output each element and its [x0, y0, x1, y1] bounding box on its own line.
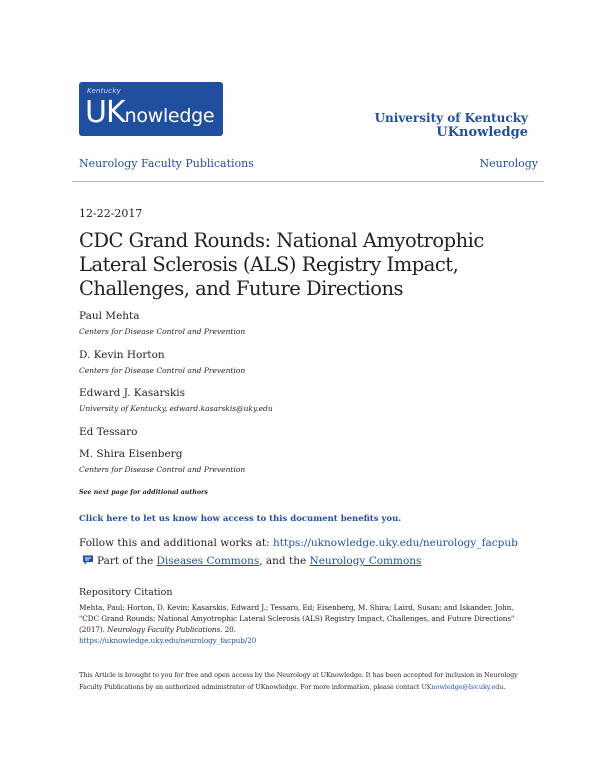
more-authors-note: See next page for additional authors: [79, 489, 208, 496]
collection-link[interactable]: Neurology Faculty Publications: [79, 157, 254, 170]
citation-journal: Neurology Faculty Publications: [107, 625, 221, 634]
header-divider: [72, 181, 544, 182]
collection-url-link[interactable]: https://uknowledge.uky.edu/neurology_facpub: [273, 537, 518, 549]
footer-text: This Article is brought to you for free and open access by the Neurology at UKnowledge. It has been accepted for inclusion in Neurology Faculty Publications by an authorized administrator of UKnowledge. For more information, please contact: [79, 671, 518, 691]
logo-nowledge: nowledge: [124, 105, 215, 127]
neurology-commons-link[interactable]: Neurology Commons: [309, 555, 422, 567]
author-affiliation: University of Kentucky, edward.kasarskis@uky.edu: [79, 404, 273, 413]
logo-uk: UK: [85, 95, 125, 130]
citation-number: . 20.: [220, 625, 236, 634]
logo-kentucky-text: Kentucky: [87, 87, 121, 95]
footer-end: .: [503, 682, 506, 691]
citation-body: Mehta, Paul; Horton, D. Kevin; Kasarskis, Edward J.; Tessaro, Ed; Eisenberg, M. Shira; Laird, Susan; and Iskander, John, "CDC Grand Rounds: National Amyotrophic Lateral Sclerosis (ALS) Registry Impact, Challenges, and Future Directions" (2017).: [79, 603, 515, 634]
author-name: D. Kevin Horton: [79, 349, 165, 361]
publication-date: 12-22-2017: [79, 207, 143, 220]
uknowledge-logo[interactable]: [79, 82, 223, 136]
citation-heading: Repository Citation: [79, 587, 173, 598]
brand-university[interactable]: University of Kentucky: [374, 111, 528, 125]
author-name: Edward J. Kasarskis: [79, 387, 186, 399]
author-affiliation: Centers for Disease Control and Prevention: [79, 327, 246, 336]
follow-line: [79, 537, 518, 549]
part-of-prefix: Part of the: [97, 555, 157, 567]
author-name: M. Shira Eisenberg: [79, 448, 183, 460]
author-affiliation: Centers for Disease Control and Prevention: [79, 465, 246, 474]
author-name: Paul Mehta: [79, 310, 140, 322]
follow-text: Follow this and additional works at:: [79, 537, 273, 549]
part-of-line: [82, 554, 421, 569]
logo-wordmark: [85, 95, 214, 130]
brand-uknowledge[interactable]: UKnowledge: [436, 125, 528, 140]
diseases-commons-link[interactable]: Diseases Commons: [156, 555, 260, 567]
part-of-mid: , and the: [259, 555, 310, 567]
access-footer: [79, 670, 519, 693]
author-name: Ed Tessaro: [79, 426, 138, 438]
speech-bubble-icon: [82, 554, 94, 569]
department-link[interactable]: Neurology: [479, 157, 538, 170]
feedback-link[interactable]: Click here to let us know how access to this document benefits you.: [79, 514, 402, 524]
citation-url-link[interactable]: https://uknowledge.uky.edu/neurology_facpub/20: [79, 636, 257, 645]
author-affiliation: Centers for Disease Control and Prevention: [79, 366, 246, 375]
page-title: CDC Grand Rounds: National Amyotrophic Lateral Sclerosis (ALS) Registry Impact, Challenges, and Future Directions: [79, 229, 484, 300]
citation-text: [79, 602, 527, 646]
contact-email-link[interactable]: UKnowledge@lsv.uky.edu: [421, 682, 504, 691]
